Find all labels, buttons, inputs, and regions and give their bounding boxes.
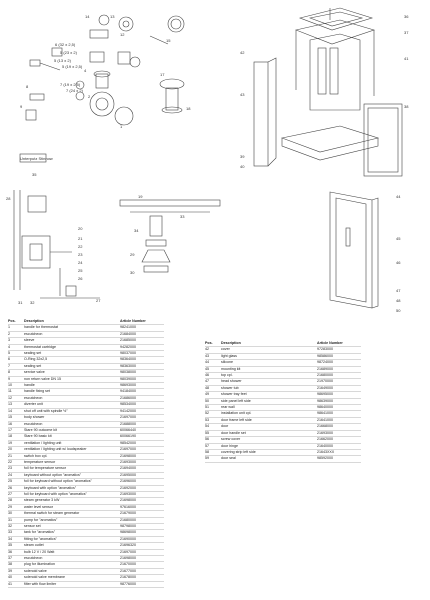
cell-pos: 33 <box>8 530 12 535</box>
cell-pos: 7 <box>8 363 10 368</box>
cell-description: non return valve DN 15 <box>24 376 61 381</box>
cell-article: 60066190 <box>120 434 136 439</box>
cell-pos: 31 <box>8 517 12 522</box>
cell-article: 21697000 <box>120 447 136 452</box>
svg-text:6 (32 x 2,5): 6 (32 x 2,5) <box>55 42 76 47</box>
cell-description: sensor set <box>24 524 41 528</box>
cell-description: foil for keyboard with option "aromatics" <box>24 491 87 496</box>
cell-description: solenoid valve membrane <box>24 575 65 580</box>
svg-text:2: 2 <box>88 94 91 99</box>
cell-pos: 58 <box>205 449 209 454</box>
cell-description: bulb 12 V / 20 Watt <box>24 549 55 554</box>
svg-text:48: 48 <box>396 298 401 303</box>
svg-text:15: 15 <box>166 38 171 43</box>
svg-text:26: 26 <box>78 276 83 281</box>
svg-text:46: 46 <box>396 260 401 265</box>
svg-text:42: 42 <box>240 50 245 55</box>
svg-text:27: 27 <box>96 298 101 303</box>
cell-article: 21641000 <box>317 417 333 422</box>
cell-description: foil for keyboard without option "aromatics" <box>24 479 92 484</box>
thermostat-exploded-view <box>20 15 184 162</box>
cell-pos: 13 <box>8 402 12 407</box>
cell-description: sealing set <box>24 363 42 368</box>
svg-text:36: 36 <box>404 14 409 19</box>
header-pos: Pos. <box>8 319 16 323</box>
cell-article: 94282000 <box>120 344 136 349</box>
svg-text:22: 22 <box>78 244 83 249</box>
cell-article: 94142000 <box>120 408 136 413</box>
cell-pos: 39 <box>8 568 12 573</box>
cell-description: foil for temperature sensor <box>24 466 66 471</box>
cell-description: keyboard without option "aromatics" <box>24 472 82 477</box>
cell-pos: 37 <box>8 556 12 561</box>
cell-pos: 1 <box>8 325 10 330</box>
cell-article: 21662000 <box>317 437 333 442</box>
cell-description: steam generator 3 kW <box>24 498 60 503</box>
svg-text:5 (13 x 2): 5 (13 x 2) <box>54 58 71 63</box>
cell-pos: 22 <box>8 459 12 464</box>
cell-description: door hinge <box>221 443 238 448</box>
cell-description: plug for illumination <box>24 562 55 567</box>
svg-text:5 (19 x 2,5): 5 (19 x 2,5) <box>62 64 83 69</box>
cabin-exploded-view <box>254 8 402 308</box>
cell-pos: 41 <box>8 581 12 586</box>
svg-text:1: 1 <box>120 124 123 129</box>
cell-article: 21680000 <box>120 517 136 522</box>
cell-description: sleeve <box>24 338 35 343</box>
cell-pos: 53 <box>205 417 209 422</box>
steam-unit-view <box>14 190 220 298</box>
svg-text:45: 45 <box>396 236 401 241</box>
cell-pos: 34 <box>8 536 12 541</box>
header-article: Article Number <box>120 319 146 323</box>
cell-description: installation unit cpl. <box>221 411 252 416</box>
header-description: Description <box>24 319 44 323</box>
cell-description: solenoid valve <box>24 568 47 573</box>
cell-article: 21698000 <box>120 498 136 503</box>
cell-article: 21640000 <box>317 443 333 448</box>
cell-article: 98586000 <box>317 353 333 358</box>
cell-description: water level sensor <box>24 504 53 509</box>
cell-article: 98724000 <box>317 360 333 365</box>
header-pos: Pos. <box>205 341 213 345</box>
cell-description: shower tray feet <box>221 392 247 397</box>
cell-pos: 52 <box>205 411 209 416</box>
cell-description: shut off unit with spindle ½" <box>24 408 68 413</box>
cell-pos: 49 <box>205 392 209 397</box>
header-description: Description <box>221 341 241 345</box>
cell-article: 60066440 <box>120 427 136 432</box>
svg-text:41: 41 <box>404 56 409 61</box>
cell-pos: 18 <box>8 434 12 439</box>
svg-text:17: 17 <box>160 72 165 77</box>
svg-text:32: 32 <box>30 300 35 305</box>
cell-description: O-Ring 32x2,5 <box>24 357 48 362</box>
cell-pos: 40 <box>8 575 12 580</box>
svg-text:5 (23 x 2): 5 (23 x 2) <box>60 50 77 55</box>
cell-pos: 43 <box>205 353 209 358</box>
cell-description: escutcheon <box>24 395 43 400</box>
cell-pos: 32 <box>8 524 12 528</box>
cell-article: 98364000 <box>120 357 136 362</box>
cell-article: 98534000 <box>120 402 136 407</box>
cell-pos: 44 <box>205 360 209 365</box>
svg-text:24: 24 <box>78 260 83 265</box>
cell-article: 21695000 <box>120 472 136 477</box>
cell-article: 21696000 <box>120 479 136 484</box>
cell-description: top cpl. <box>221 373 233 378</box>
svg-text:9: 9 <box>20 104 23 109</box>
cell-pos: 38 <box>8 562 12 567</box>
cell-article: 21697000 <box>120 549 136 554</box>
svg-text:30: 30 <box>130 270 135 275</box>
cell-article: 21686000 <box>120 395 136 400</box>
cell-article: 21698000 <box>120 453 136 458</box>
cell-article: 98039000 <box>120 376 136 381</box>
cell-description: switch box cpl. <box>24 453 48 458</box>
cell-pos: 29 <box>8 504 12 509</box>
cell-description: Stare 90 basic kit <box>24 434 52 439</box>
cell-article: 21690000 <box>120 536 136 541</box>
cell-article: 21692000 <box>120 485 136 490</box>
cell-article: 21697000 <box>120 415 136 420</box>
cell-description: pump for "aromatics" <box>24 517 58 522</box>
cell-description: escutcheon <box>24 556 43 561</box>
cell-description: sealing set <box>24 351 42 356</box>
svg-text:25: 25 <box>78 268 83 273</box>
table-row <box>8 582 164 588</box>
cell-article: 98693000 <box>120 383 136 388</box>
cell-description: cover <box>221 347 230 352</box>
svg-text:43: 43 <box>240 92 245 97</box>
svg-text:18: 18 <box>186 106 191 111</box>
svg-text:12: 12 <box>120 32 125 37</box>
cell-description: Stare 90 outcome kit <box>24 427 57 432</box>
cell-pos: 10 <box>8 383 12 388</box>
cell-article: 21643XXX <box>317 449 335 454</box>
cell-description: diverter unit <box>24 402 43 407</box>
cell-pos: 57 <box>205 443 209 448</box>
cell-article: 21684000 <box>120 331 136 336</box>
cell-description: thermal switch for steam generator <box>24 511 80 516</box>
cell-pos: 17 <box>8 427 12 432</box>
cell-article: 21649000 <box>317 385 333 390</box>
cell-article: 21680000 <box>317 373 333 378</box>
header-article: Article Number <box>317 341 343 345</box>
cell-pos: 3 <box>8 338 10 343</box>
cell-article: 21670000 <box>120 562 136 567</box>
cell-pos: 46 <box>205 373 209 378</box>
cell-article: 21694000 <box>120 466 136 471</box>
svg-text:7 (24 x 2): 7 (24 x 2) <box>66 88 83 93</box>
svg-text:34: 34 <box>134 228 139 233</box>
svg-text:8: 8 <box>26 84 29 89</box>
cell-article: 98037000 <box>120 351 136 356</box>
cell-article: 21677000 <box>120 568 136 573</box>
cell-pos: 20 <box>8 447 12 452</box>
cell-pos: 36 <box>8 549 12 554</box>
svg-text:14: 14 <box>85 14 90 19</box>
cell-article: 21693000 <box>120 491 136 496</box>
cell-article: 98639000 <box>317 398 333 403</box>
cell-article: 21693000 <box>120 459 136 464</box>
cell-pos: 27 <box>8 491 12 496</box>
svg-text:50: 50 <box>396 308 401 313</box>
cell-description: light glass <box>221 353 237 358</box>
svg-text:21: 21 <box>78 236 83 241</box>
cell-article: 21678000 <box>120 575 136 580</box>
cell-pos: 56 <box>205 437 209 442</box>
cell-description: mounting kit <box>221 366 241 371</box>
cell-article: 21668000 <box>317 424 333 429</box>
cell-article: 21970000 <box>317 379 333 384</box>
cell-description: thermostat cartridge <box>24 344 56 349</box>
svg-text:20: 20 <box>78 226 83 231</box>
cell-article: 98640000 <box>317 405 333 410</box>
svg-text:13: 13 <box>110 14 115 19</box>
svg-text:4: 4 <box>84 68 87 73</box>
cell-article: 21698000 <box>120 556 136 561</box>
cell-pos: 26 <box>8 485 12 490</box>
svg-text:7 (19 x 2,5): 7 (19 x 2,5) <box>60 82 81 87</box>
cell-description: keyboard with option "aromatics" <box>24 485 77 490</box>
svg-text:33: 33 <box>180 214 185 219</box>
cell-description: handle <box>24 383 35 388</box>
svg-text:40: 40 <box>240 164 245 169</box>
cell-article: 98038000 <box>120 370 136 375</box>
cell-description: fitting for "aromatics" <box>24 536 57 541</box>
svg-text:38: 38 <box>404 104 409 109</box>
cell-pos: 11 <box>8 389 12 394</box>
cell-article: 98592000 <box>317 456 333 461</box>
cell-pos: 25 <box>8 479 12 484</box>
cell-pos: 8 <box>8 370 10 375</box>
cell-pos: 15 <box>8 415 12 420</box>
cell-description: escutcheon <box>24 331 43 336</box>
cell-pos: 21 <box>8 453 12 458</box>
cell-pos: 30 <box>8 511 12 516</box>
cell-pos: 48 <box>205 385 209 390</box>
cell-description: ventilation / lighting unit w/ loudspeaker <box>24 447 87 452</box>
svg-text:47: 47 <box>396 288 401 293</box>
cell-article: 98695000 <box>317 392 333 397</box>
cell-pos: 59 <box>205 456 209 461</box>
cell-article: 21688000 <box>120 421 136 426</box>
cell-description: covering strip left side <box>221 449 256 454</box>
cell-pos: 54 <box>205 424 209 429</box>
cell-article: 97616000 <box>120 504 136 509</box>
cell-pos: 45 <box>205 366 209 371</box>
cell-article: 21689000 <box>317 366 333 371</box>
cell-description: door frame left side <box>221 417 252 422</box>
cell-pos: 9 <box>8 376 10 381</box>
cell-article: 98698000 <box>120 530 136 535</box>
cell-pos: 16 <box>8 421 12 426</box>
cell-article: 21693000 <box>317 430 333 435</box>
cell-pos: 6 <box>8 357 10 362</box>
cell-description: service valve <box>24 370 45 375</box>
cell-pos: 2 <box>8 331 10 336</box>
svg-text:19: 19 <box>138 194 143 199</box>
cell-description: door handle set <box>221 430 246 435</box>
cell-article: 97283000 <box>317 347 333 352</box>
cell-pos: 4 <box>8 344 10 349</box>
cell-description: escutcheon <box>24 421 43 426</box>
svg-text:35: 35 <box>32 172 37 177</box>
cell-pos: 42 <box>205 347 209 352</box>
cell-article: 98363000 <box>120 363 136 368</box>
inset-label: Unterputz Stinnow <box>20 156 53 161</box>
cell-pos: 14 <box>8 408 12 413</box>
cell-description: handle fixing set <box>24 389 50 394</box>
cell-pos: 51 <box>205 405 209 410</box>
cell-article: 21679000 <box>120 511 136 516</box>
cell-article: 94184000 <box>120 389 136 394</box>
cell-pos: 55 <box>205 430 209 435</box>
cell-description: handle for thermostat <box>24 325 58 330</box>
cell-description: silicone <box>221 360 233 365</box>
svg-text:37: 37 <box>404 30 409 35</box>
cell-description: temperature sensor <box>24 459 56 464</box>
svg-text:29: 29 <box>130 252 135 257</box>
cell-article: 98241000 <box>120 325 136 330</box>
cell-description: side panel left side <box>221 398 251 403</box>
cell-article: 98542000 <box>120 440 136 445</box>
cell-article: 98776000 <box>120 581 136 586</box>
svg-text:23: 23 <box>78 252 83 257</box>
table-row <box>205 456 361 462</box>
cell-description: ventilation / lighting unit <box>24 440 62 445</box>
cell-description: door seal <box>221 456 236 461</box>
svg-text:28: 28 <box>6 196 11 201</box>
cell-description: filter with flow limiter <box>24 581 57 586</box>
cell-pos: 19 <box>8 440 12 445</box>
cell-description: door <box>221 424 229 429</box>
cell-description: body shower <box>24 415 45 420</box>
cell-pos: 28 <box>8 498 12 503</box>
cell-pos: 24 <box>8 472 12 477</box>
svg-text:39: 39 <box>240 154 245 159</box>
cell-description: screw cover <box>221 437 241 442</box>
cell-article: 98798000 <box>120 524 136 528</box>
cell-description: rear wall <box>221 405 235 410</box>
cell-description: shower tub <box>221 385 239 390</box>
cell-description: steam outlet <box>24 543 44 548</box>
cell-pos: 12 <box>8 395 12 400</box>
cell-pos: 50 <box>205 398 209 403</box>
cell-pos: 35 <box>8 543 12 548</box>
cell-description: tank for "aromatics" <box>24 530 56 535</box>
cell-article: 98641000 <box>317 411 333 416</box>
cell-pos: 47 <box>205 379 209 384</box>
parts-table-right <box>205 341 361 463</box>
cell-article: 21685000 <box>120 338 136 343</box>
svg-text:31: 31 <box>18 300 23 305</box>
cell-article: 21696320 <box>120 543 136 548</box>
cell-description: head shower <box>221 379 242 384</box>
cell-pos: 5 <box>8 351 10 356</box>
svg-text:44: 44 <box>396 194 401 199</box>
parts-table-left <box>8 319 164 588</box>
cell-pos: 23 <box>8 466 12 471</box>
